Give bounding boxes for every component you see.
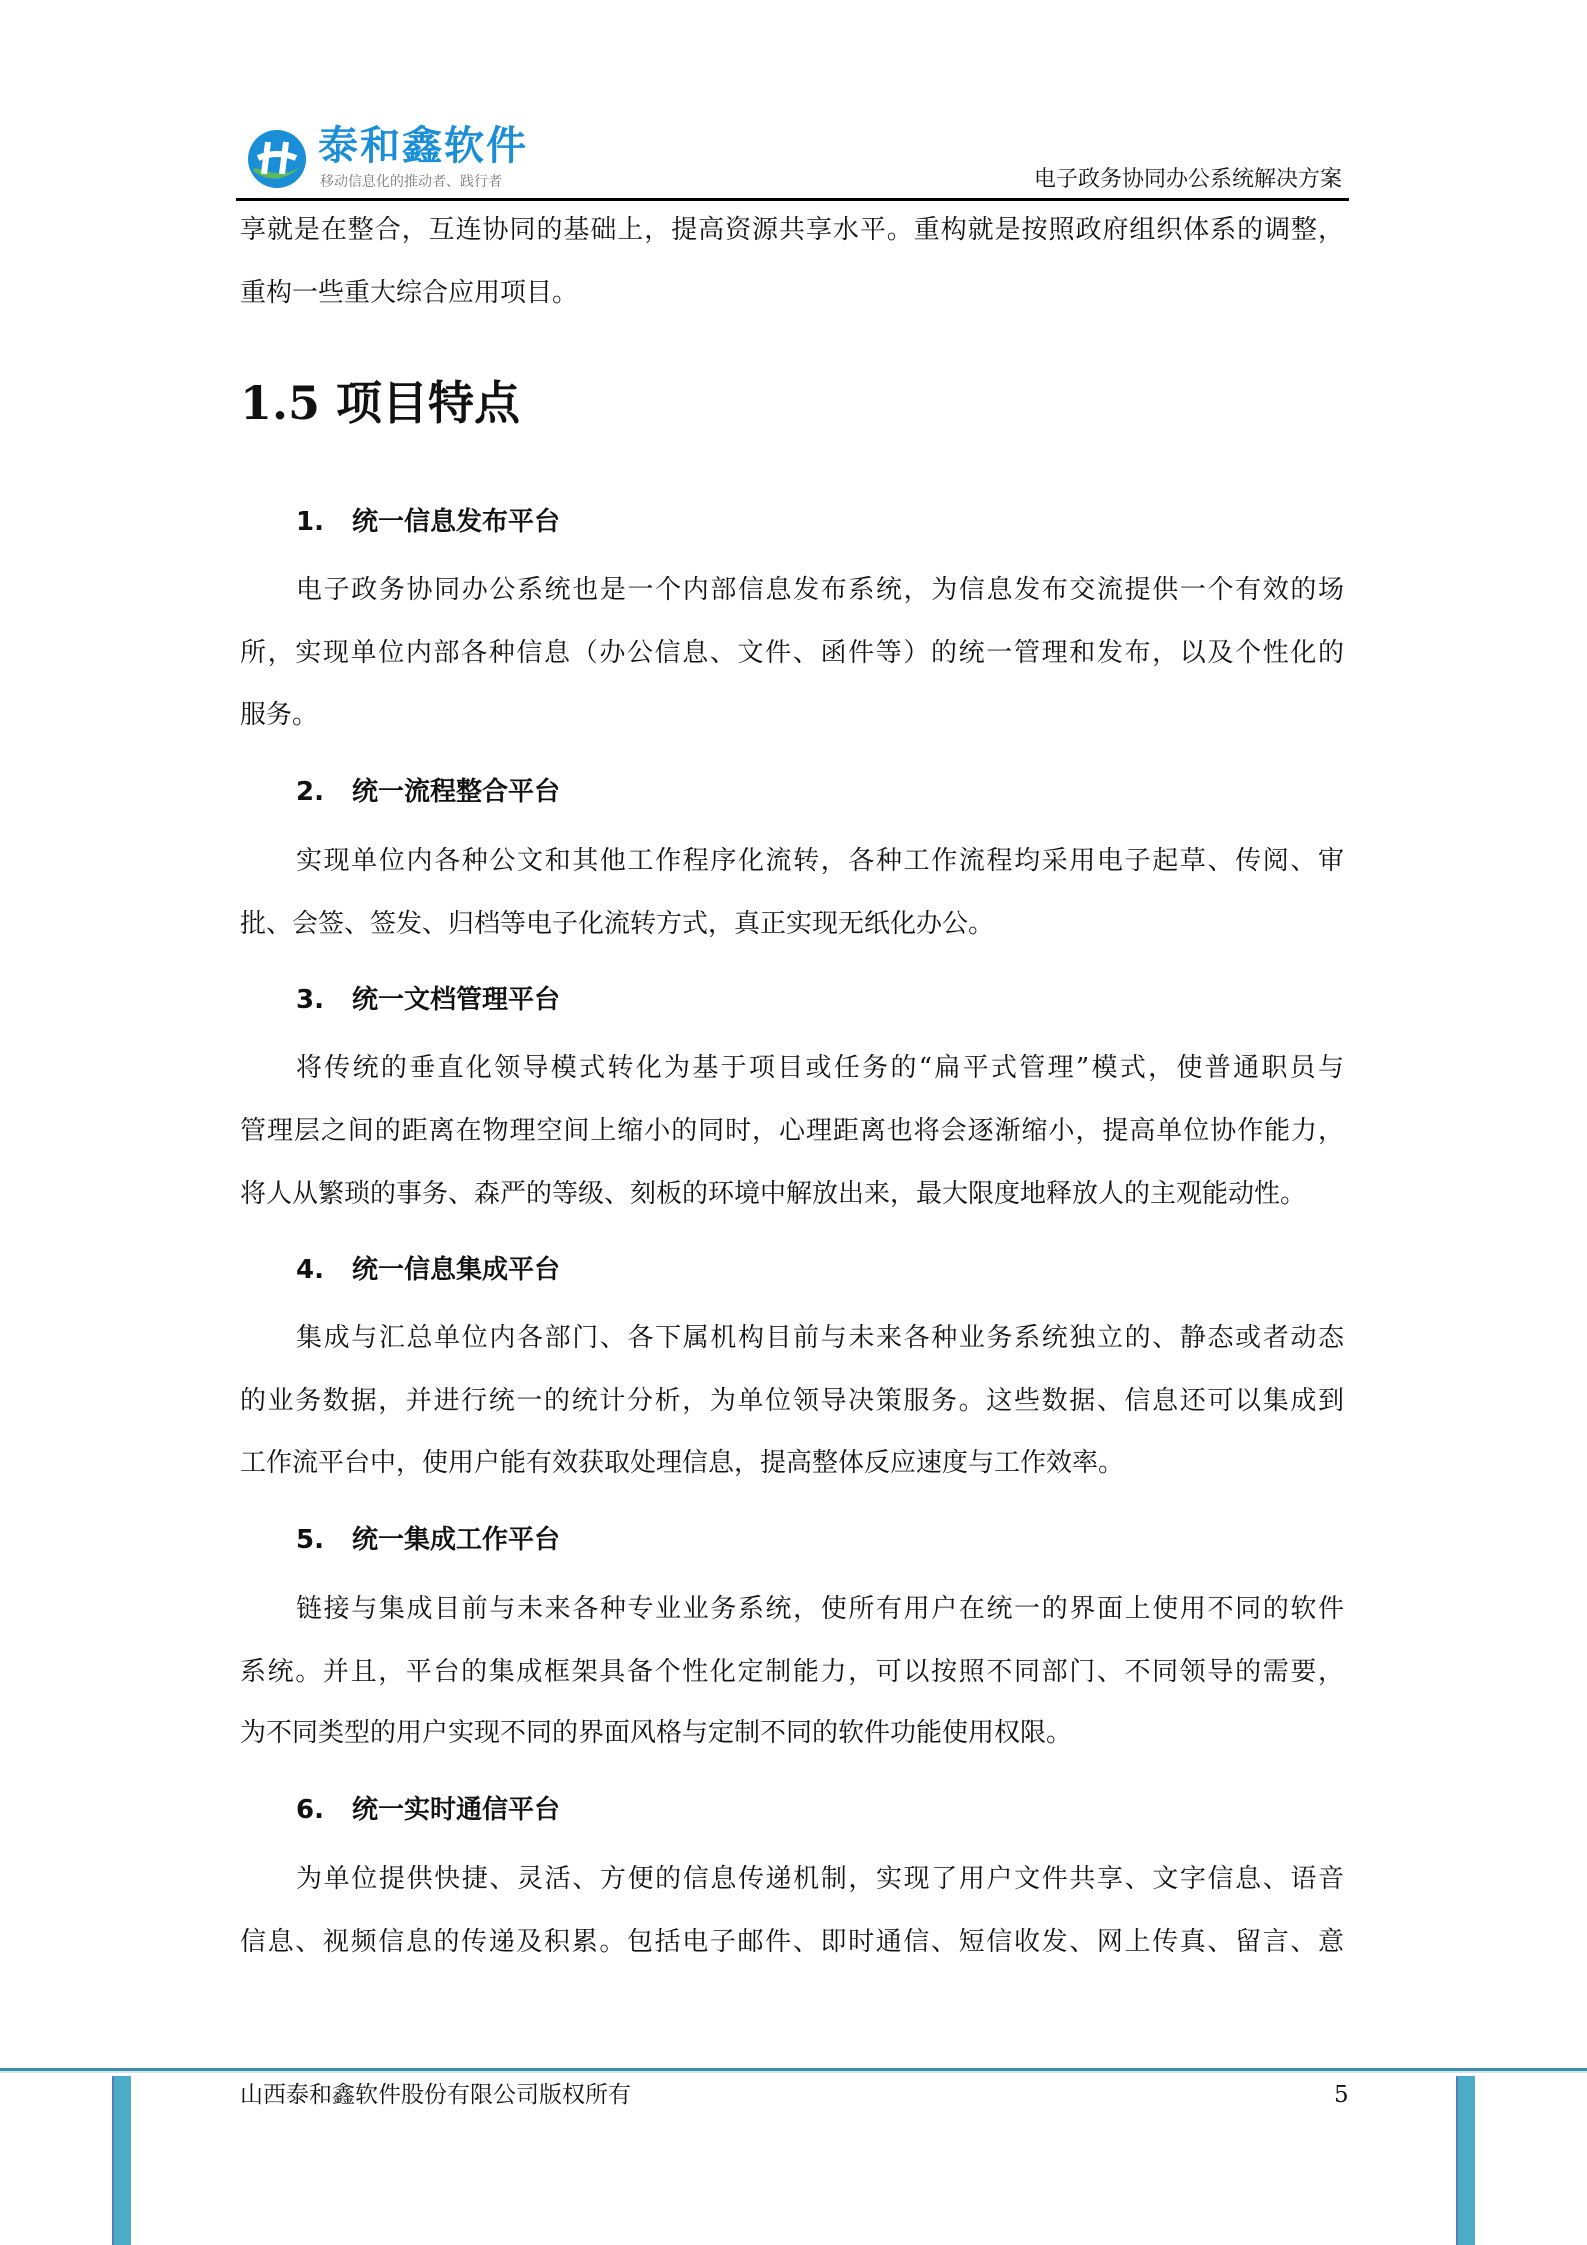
header-divider — [236, 198, 1349, 201]
paragraph-line: 将人从繁琐的事务、森严的等级、刻板的环境中解放出来，最大限度地释放人的主观能动性。 — [240, 1179, 1307, 1209]
feature-heading — [296, 1793, 560, 1827]
paragraph-line: 集成与汇总单位内各部门、各下属机构目前与未来各种业务系统独立的、静态或者动态 — [296, 1323, 1344, 1353]
feature-title: 统一信息发布平台 — [352, 507, 561, 537]
section-title: 1.5 项目特点 — [240, 376, 521, 430]
feature-title: 统一集成工作平台 — [352, 1525, 561, 1555]
paragraph-line: 为不同类型的用户实现不同的界面风格与定制不同的软件功能使用权限。 — [240, 1718, 1073, 1748]
paragraph-line: 管理层之间的距离在物理空间上缩小的同时，心理距离也将会逐渐缩小，提高单位协作能力， — [240, 1116, 1344, 1146]
paragraph-line: 系统。并且，平台的集成框架具备个性化定制能力，可以按照不同部门、不同领导的需要， — [240, 1657, 1344, 1687]
footer-divider-light — [0, 2071, 1587, 2073]
logo-slogan: 移动信息化的推动者、践行者 — [320, 174, 502, 190]
logo-mark-icon — [246, 128, 308, 190]
feature-title: 统一文档管理平台 — [352, 985, 561, 1015]
feature-heading — [296, 1253, 560, 1287]
feature-number: 6. — [296, 1795, 324, 1825]
feature-number: 1. — [296, 507, 324, 537]
paragraph-line: 服务。 — [240, 700, 319, 730]
feature-number: 4. — [296, 1255, 324, 1285]
paragraph-line: 信息、视频信息的传递及积累。包括电子邮件、即时通信、短信收发、网上传真、留言、意 — [240, 1927, 1344, 1957]
feature-number: 5. — [296, 1525, 324, 1555]
footer-copyright: 山西泰和鑫软件股份有限公司版权所有 — [240, 2082, 631, 2108]
feature-heading — [296, 775, 560, 809]
intro-line: 享就是在整合，互连协同的基础上，提高资源共享水平。重构就是按照政府组织体系的调整， — [240, 215, 1344, 245]
feature-number: 2. — [296, 777, 324, 807]
feature-heading — [296, 983, 560, 1017]
feature-title: 统一信息集成平台 — [352, 1255, 561, 1285]
feature-title: 统一实时通信平台 — [352, 1795, 561, 1825]
paragraph-line: 的业务数据，并进行统一的统计分析，为单位领导决策服务。这些数据、信息还可以集成到 — [240, 1386, 1344, 1416]
feature-heading — [296, 505, 560, 539]
footer-right-bar — [1456, 2076, 1475, 2245]
paragraph-line: 工作流平台中，使用户能有效获取处理信息，提高整体反应速度与工作效率。 — [240, 1448, 1125, 1478]
feature-heading — [296, 1523, 560, 1557]
paragraph-line: 链接与集成目前与未来各种专业业务系统，使所有用户在统一的界面上使用不同的软件 — [296, 1594, 1344, 1624]
paragraph-line: 所，实现单位内部各种信息（办公信息、文件、函件等）的统一管理和发布，以及个性化的 — [240, 638, 1344, 668]
intro-line: 重构一些重大综合应用项目。 — [240, 278, 579, 308]
feature-number: 3. — [296, 985, 324, 1015]
footer-left-bar — [112, 2076, 131, 2245]
page-number: 5 — [1334, 2082, 1349, 2108]
document-title: 电子政务协同办公系统解决方案 — [1033, 167, 1342, 192]
feature-title: 统一流程整合平台 — [352, 777, 561, 807]
paragraph-line: 电子政务协同办公系统也是一个内部信息发布系统，为信息发布交流提供一个有效的场 — [296, 575, 1344, 605]
paragraph-line: 为单位提供快捷、灵活、方便的信息传递机制，实现了用户文件共享、文字信息、语音 — [296, 1864, 1344, 1894]
paragraph-line: 批、会签、签发、归档等电子化流转方式，真正实现无纸化办公。 — [240, 909, 995, 939]
paragraph-line: 实现单位内各种公文和其他工作程序化流转，各种工作流程均采用电子起草、传阅、审 — [296, 846, 1344, 876]
paragraph-line: 将传统的垂直化领导模式转化为基于项目或任务的“扁平式管理”模式，使普通职员与 — [296, 1053, 1344, 1083]
company-logo — [246, 124, 566, 194]
logo-name: 泰和鑫软件 — [318, 123, 528, 169]
